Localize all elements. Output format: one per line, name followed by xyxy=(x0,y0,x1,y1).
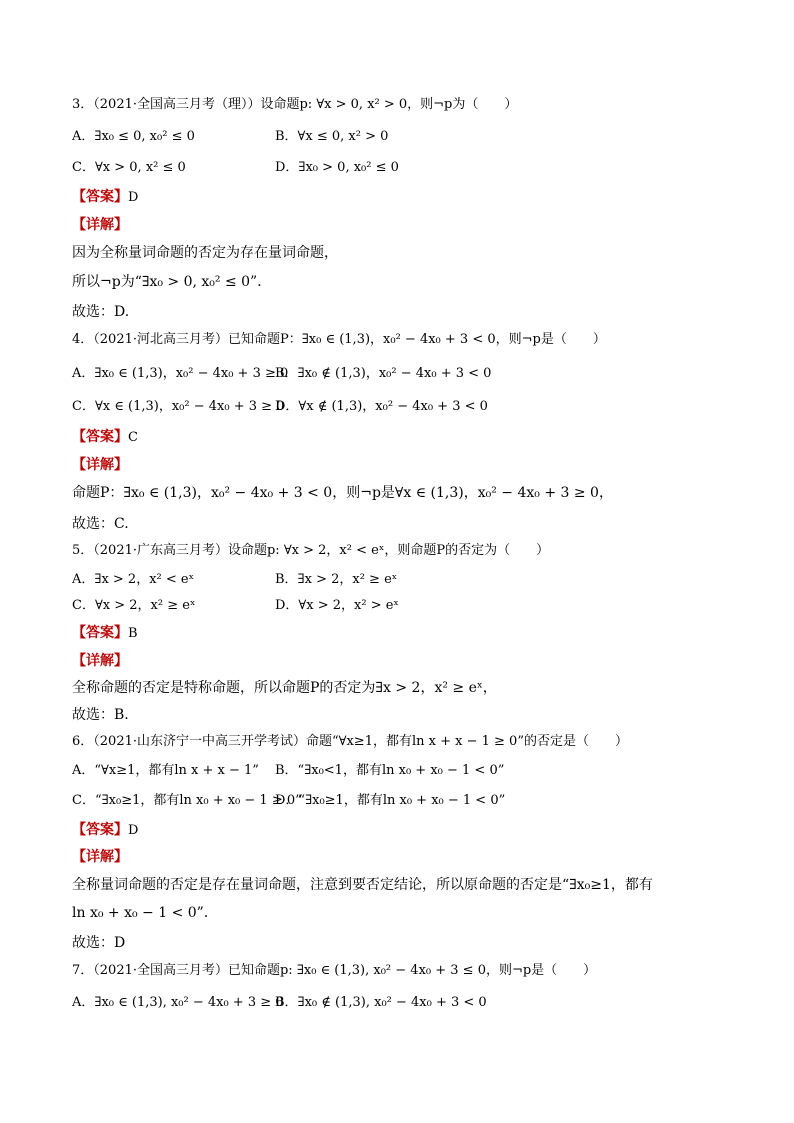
question-5-answer xyxy=(72,624,138,643)
question-4-option-c: C．∀x ∈ (1,3)，x₀² − 4x₀ + 3 ≥ 0 xyxy=(72,399,285,414)
question-3-option-a: A．∃x₀ ≤ 0, x₀² ≤ 0 xyxy=(72,129,195,144)
question-4-stem: 4．（2021·河北高三月考）已知命题P：∃x₀ ∈ (1,3)，x₀² − 4x₀ + 3 < 0，则¬p是（ ） xyxy=(72,332,606,347)
answer-label: 【答案】 xyxy=(72,429,128,445)
answer-value: D xyxy=(128,823,139,838)
question-6-answer xyxy=(72,821,138,840)
question-3-detail-line: 因为全称量词命题的否定为存在量词命题， xyxy=(72,245,338,261)
question-4-detail-line: 命题P：∃x₀ ∈ (1,3)，x₀² − 4x₀ + 3 < 0，则¬p是∀x ∈ (1,3)，x₀² − 4x₀ + 3 ≥ 0， xyxy=(72,485,613,501)
question-6-detail-line: 全称量词命题的否定是存在量词命题，注意到要否定结论，所以原命题的否定是“∃x₀≥1，都有 xyxy=(72,877,653,893)
question-6-detail-label: 【详解】 xyxy=(72,849,128,865)
question-5-stem: 5．（2021·广东高三月考）设命题p: ∀x > 2，x² < eˣ，则命题P的否定为（ ） xyxy=(72,543,550,558)
question-4-answer xyxy=(72,428,138,447)
question-7-option-a: A．∃x₀ ∈ (1,3), x₀² − 4x₀ + 3 ≥ 0 xyxy=(72,995,284,1010)
answer-value: D xyxy=(128,190,139,205)
question-6-detail-line: ln x₀ + x₀ − 1 < 0”． xyxy=(72,905,218,921)
question-3-option-b: B．∀x ≤ 0, x² > 0 xyxy=(275,129,389,144)
question-3-answer xyxy=(72,188,138,207)
question-6-option-c: C．“∃x₀≥1，都有ln x₀ + x₀ − 1 ≥ 0” xyxy=(72,793,302,808)
question-3-detail-line: 所以¬p为“∃x₀ > 0, x₀² ≤ 0”． xyxy=(72,274,272,290)
question-5-option-b: B．∃x > 2，x² ≥ eˣ xyxy=(275,572,398,587)
answer-label: 【答案】 xyxy=(72,822,128,838)
question-6-option-d: D．“∃x₀≥1，都有ln x₀ + x₀ − 1 < 0” xyxy=(275,793,506,808)
answer-value: C xyxy=(128,430,138,445)
question-5-option-d: D．∀x > 2，x² > eˣ xyxy=(275,598,399,613)
question-4-detail-label: 【详解】 xyxy=(72,457,128,473)
question-4-detail-line: 故选：C. xyxy=(72,516,129,532)
question-4-option-b: B．∃x₀ ∉ (1,3)，x₀² − 4x₀ + 3 < 0 xyxy=(275,366,492,381)
question-7-stem: 7．（2021·全国高三月考）已知命题p: ∃x₀ ∈ (1,3), x₀² − 4x₀ + 3 ≤ 0，则¬p是（ ） xyxy=(72,963,597,978)
question-5-detail-line: 全称命题的否定是特称命题，所以命题P的否定为∃x > 2，x² ≥ eˣ， xyxy=(72,680,497,696)
question-5-detail-line: 故选：B. xyxy=(72,707,129,723)
question-5-detail-label: 【详解】 xyxy=(72,653,128,669)
question-5-option-c: C．∀x > 2，x² ≥ eˣ xyxy=(72,598,196,613)
question-6-stem: 6．（2021·山东济宁一中高三开学考试）命题“∀x≥1，都有ln x + x − 1 ≥ 0”的否定是（ ） xyxy=(72,734,628,749)
question-3-detail-line: 故选：D. xyxy=(72,304,130,320)
question-3-detail-label: 【详解】 xyxy=(72,217,128,233)
question-5-option-a: A．∃x > 2，x² < eˣ xyxy=(72,572,195,587)
question-6-option-b: B．“∃x₀<1，都有ln x₀ + x₀ − 1 < 0” xyxy=(275,763,505,778)
question-7-option-b: B．∃x₀ ∉ (1,3), x₀² − 4x₀ + 3 < 0 xyxy=(275,995,487,1010)
question-3-option-d: D．∃x₀ > 0, x₀² ≤ 0 xyxy=(275,160,399,175)
question-4-option-a: A．∃x₀ ∈ (1,3)，x₀² − 4x₀ + 3 ≥ 0 xyxy=(72,366,289,381)
question-6-detail-line: 故选：D xyxy=(72,935,126,951)
question-6-option-a: A．“∀x≥1，都有ln x + x − 1” xyxy=(72,763,259,778)
question-4-option-d: D．∀x ∉ (1,3)，x₀² − 4x₀ + 3 < 0 xyxy=(275,399,488,414)
answer-label: 【答案】 xyxy=(72,625,128,641)
question-3-option-c: C．∀x > 0, x² ≤ 0 xyxy=(72,160,186,175)
answer-value: B xyxy=(128,626,138,641)
answer-label: 【答案】 xyxy=(72,189,128,205)
question-3-stem: 3．（2021·全国高三月考（理））设命题p: ∀x > 0, x² > 0，则¬p为（ ） xyxy=(72,97,518,112)
